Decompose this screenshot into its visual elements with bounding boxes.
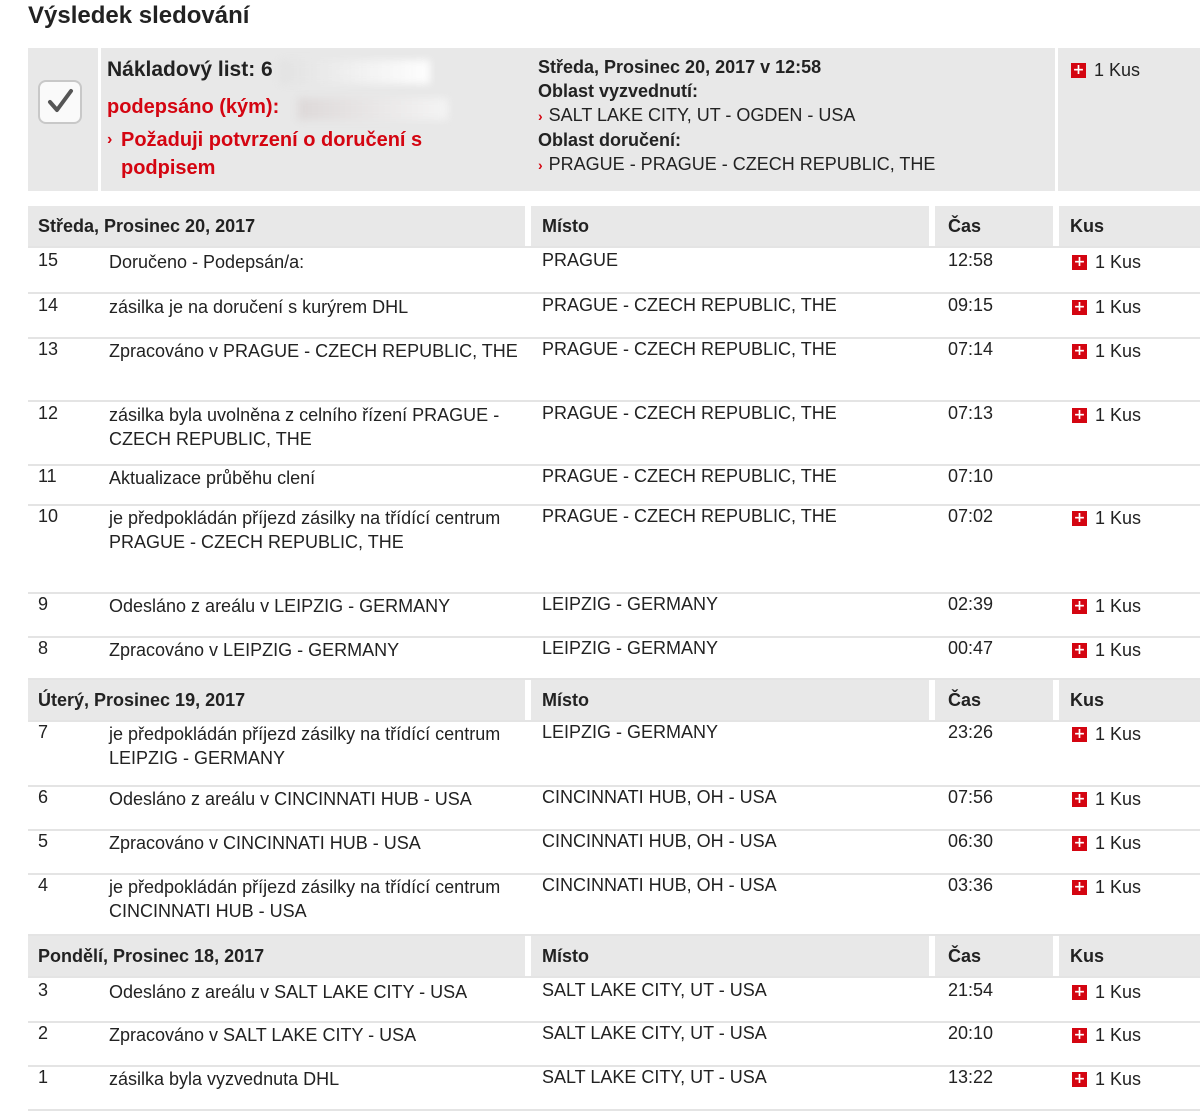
- event-number: 9: [38, 594, 49, 614]
- plus-icon[interactable]: +: [1073, 254, 1086, 270]
- column-pieces-header: Kus: [1059, 680, 1200, 720]
- event-location: CINCINNATI HUB, OH - USA: [542, 875, 777, 895]
- event-time: 07:13: [948, 403, 994, 423]
- plus-icon[interactable]: +: [1073, 726, 1086, 742]
- waybill-label: Nákladový list: 6: [107, 58, 273, 81]
- event-time: 00:47: [948, 638, 994, 658]
- plus-icon[interactable]: +: [1073, 343, 1086, 359]
- event-number: 3: [38, 980, 49, 1000]
- event-number: 11: [38, 466, 57, 486]
- event-description: Aktualizace průběhu clení: [109, 468, 316, 488]
- page-title: Výsledek sledování: [28, 2, 250, 29]
- pieces-count: 1 Kus: [1095, 724, 1142, 744]
- column-location-header: Místo: [531, 206, 929, 246]
- column-pieces-header: Kus: [1059, 936, 1200, 976]
- table-row: [28, 250, 1200, 294]
- event-description: Odesláno z areálu v CINCINNATI HUB - USA: [109, 789, 472, 809]
- event-description: je předpokládán příjezd zásilky na třídící centrum LEIPZIG - GERMANY: [109, 724, 501, 768]
- event-location: SALT LAKE CITY, UT - USA: [542, 1023, 767, 1043]
- group-date: Středa, Prosinec 20, 2017: [28, 206, 525, 246]
- event-location: CINCINNATI HUB, OH - USA: [542, 787, 777, 807]
- event-number: 7: [38, 722, 49, 742]
- event-time: 13:22: [948, 1067, 994, 1087]
- event-time: 09:15: [948, 295, 994, 315]
- event-description: Zpracováno v PRAGUE - CZECH REPUBLIC, THE: [109, 341, 518, 361]
- event-description: zásilka byla uvolněna z celního řízení PRAGUE - CZECH REPUBLIC, THE: [109, 405, 500, 449]
- event-time: 20:10: [948, 1023, 994, 1043]
- pieces-toggle[interactable]: [1071, 60, 1140, 81]
- shipment-date: Středa, Prosinec 20, 2017 v 12:58: [538, 57, 822, 77]
- group-date: Pondělí, Prosinec 18, 2017: [28, 936, 525, 976]
- event-number: 10: [38, 506, 59, 526]
- pieces-toggle[interactable]: [1072, 341, 1141, 362]
- plus-icon[interactable]: +: [1073, 984, 1086, 1000]
- column-location-header: Místo: [531, 936, 929, 976]
- event-location: LEIPZIG - GERMANY: [542, 638, 719, 658]
- chevron-right-icon: ›: [107, 131, 113, 148]
- request-signature-proof-link[interactable]: [107, 126, 467, 182]
- event-number: 1: [38, 1067, 49, 1087]
- origin-value: [538, 105, 855, 126]
- pieces-toggle[interactable]: [1072, 297, 1141, 318]
- date-group-header: [28, 936, 1200, 978]
- event-location: LEIPZIG - GERMANY: [542, 722, 719, 742]
- pieces-toggle[interactable]: [1072, 596, 1141, 617]
- event-time: 21:54: [948, 980, 994, 1000]
- event-number: 6: [38, 787, 49, 807]
- plus-icon[interactable]: +: [1073, 1071, 1086, 1087]
- plus-icon[interactable]: +: [1072, 62, 1085, 78]
- pieces-toggle[interactable]: [1072, 724, 1141, 745]
- pieces-count: 1 Kus: [1095, 405, 1142, 425]
- event-location: PRAGUE - CZECH REPUBLIC, THE: [542, 295, 837, 315]
- group-date: Úterý, Prosinec 19, 2017: [28, 680, 525, 720]
- event-description: je předpokládán příjezd zásilky na třídící centrum CINCINNATI HUB - USA: [109, 877, 501, 921]
- table-row: [28, 594, 1200, 638]
- event-description: Doručeno - Podepsán/a:: [109, 252, 305, 272]
- request-link-text: Požaduji potvrzení o doručení s podpisem: [121, 129, 423, 179]
- pieces-count: 1 Kus: [1095, 1069, 1142, 1089]
- destination-label: Oblast doručení:: [538, 130, 682, 150]
- plus-icon[interactable]: +: [1073, 510, 1086, 526]
- pieces-count: 1 Kus: [1094, 60, 1141, 80]
- date-group-header: [28, 680, 1200, 722]
- signed-by-label: podepsáno (kým):: [107, 96, 280, 118]
- event-location: PRAGUE - CZECH REPUBLIC, THE: [542, 403, 837, 423]
- table-row: [28, 403, 1200, 466]
- event-location: SALT LAKE CITY, UT - USA: [542, 1067, 767, 1087]
- origin-label: Oblast vyzvednutí:: [538, 81, 699, 101]
- pieces-toggle[interactable]: [1072, 982, 1141, 1003]
- destination-value: [538, 154, 935, 175]
- pieces-count: 1 Kus: [1095, 640, 1142, 660]
- event-time: 02:39: [948, 594, 994, 614]
- event-description: zásilka je na doručení s kurýrem DHL: [109, 297, 409, 317]
- event-number: 12: [38, 403, 59, 423]
- event-location: CINCINNATI HUB, OH - USA: [542, 831, 777, 851]
- event-description: zásilka byla vyzvednuta DHL: [109, 1069, 340, 1089]
- event-description: Odesláno z areálu v SALT LAKE CITY - USA: [109, 982, 468, 1002]
- event-location: SALT LAKE CITY, UT - USA: [542, 980, 767, 1000]
- table-row: [28, 980, 1200, 1023]
- pieces-count: 1 Kus: [1095, 596, 1142, 616]
- table-row: [28, 1023, 1200, 1067]
- column-pieces-header: Kus: [1059, 206, 1200, 246]
- table-row: [28, 787, 1200, 831]
- pieces-toggle[interactable]: [1072, 508, 1141, 529]
- plus-icon[interactable]: +: [1073, 791, 1086, 807]
- column-time-header: Čas: [935, 206, 1053, 246]
- redacted-waybill-number: [280, 60, 430, 84]
- redacted-signatory: [298, 98, 448, 120]
- event-time: 07:56: [948, 787, 994, 807]
- event-time: 23:26: [948, 722, 994, 742]
- plus-icon[interactable]: +: [1073, 835, 1086, 851]
- pieces-count: 1 Kus: [1095, 252, 1142, 272]
- summary-divider: [98, 48, 101, 191]
- plus-icon[interactable]: +: [1073, 598, 1086, 614]
- event-number: 15: [38, 250, 59, 270]
- column-time-header: Čas: [935, 680, 1053, 720]
- event-description: je předpokládán příjezd zásilky na třídící centrum PRAGUE - CZECH REPUBLIC, THE: [109, 508, 501, 552]
- table-row: [28, 831, 1200, 875]
- event-location: PRAGUE - CZECH REPUBLIC, THE: [542, 506, 837, 526]
- table-row: [28, 875, 1200, 936]
- check-icon: [38, 80, 82, 124]
- pieces-count: 1 Kus: [1095, 341, 1142, 361]
- event-description: Zpracováno v LEIPZIG - GERMANY: [109, 640, 400, 660]
- pieces-count: 1 Kus: [1095, 982, 1142, 1002]
- pieces-toggle[interactable]: [1072, 877, 1141, 898]
- pieces-toggle[interactable]: [1072, 405, 1141, 426]
- pieces-toggle[interactable]: [1072, 640, 1141, 661]
- event-description: Odesláno z areálu v LEIPZIG - GERMANY: [109, 596, 451, 616]
- destination-text: PRAGUE - PRAGUE - CZECH REPUBLIC, THE: [548, 154, 936, 174]
- event-number: 13: [38, 339, 59, 359]
- event-time: 07:10: [948, 466, 994, 486]
- column-time-header: Čas: [935, 936, 1053, 976]
- event-number: 4: [38, 875, 49, 895]
- event-number: 2: [38, 1023, 49, 1043]
- table-row: [28, 722, 1200, 787]
- event-time: 07:14: [948, 339, 994, 359]
- plus-icon[interactable]: +: [1073, 299, 1086, 315]
- plus-icon[interactable]: +: [1073, 642, 1086, 658]
- pieces-count: 1 Kus: [1095, 833, 1142, 853]
- event-description: Zpracováno v CINCINNATI HUB - USA: [109, 833, 421, 853]
- column-location-header: Místo: [531, 680, 929, 720]
- pieces-count: 1 Kus: [1095, 877, 1142, 897]
- pieces-count: 1 Kus: [1095, 508, 1142, 528]
- table-row: [28, 506, 1200, 594]
- pieces-toggle[interactable]: [1072, 789, 1141, 810]
- chevron-right-icon: ›: [538, 157, 543, 173]
- event-number: 8: [38, 638, 49, 658]
- summary-divider: [1055, 48, 1058, 191]
- event-location: PRAGUE - CZECH REPUBLIC, THE: [542, 466, 837, 486]
- table-row: [28, 339, 1200, 402]
- table-row: [28, 466, 1200, 506]
- pieces-toggle[interactable]: [1072, 1025, 1141, 1046]
- pieces-count: 1 Kus: [1095, 1025, 1142, 1045]
- pieces-count: 1 Kus: [1095, 789, 1142, 809]
- pieces-count: 1 Kus: [1095, 297, 1142, 317]
- pieces-toggle[interactable]: [1072, 833, 1141, 854]
- event-time: 12:58: [948, 250, 994, 270]
- event-description: Zpracováno v SALT LAKE CITY - USA: [109, 1025, 417, 1045]
- event-location: LEIPZIG - GERMANY: [542, 594, 719, 614]
- event-time: 06:30: [948, 831, 994, 851]
- table-row: [28, 1067, 1200, 1111]
- pieces-toggle[interactable]: [1072, 252, 1141, 273]
- shipment-summary: [28, 48, 1200, 191]
- event-number: 5: [38, 831, 49, 851]
- event-location: PRAGUE: [542, 250, 619, 270]
- event-location: PRAGUE - CZECH REPUBLIC, THE: [542, 339, 837, 359]
- date-group-header: [28, 206, 1200, 248]
- plus-icon[interactable]: +: [1073, 879, 1086, 895]
- plus-icon[interactable]: +: [1073, 1027, 1086, 1043]
- table-row: [28, 638, 1200, 680]
- event-time: 03:36: [948, 875, 994, 895]
- chevron-right-icon: ›: [538, 108, 543, 124]
- event-time: 07:02: [948, 506, 994, 526]
- plus-icon[interactable]: +: [1073, 407, 1086, 423]
- event-number: 14: [38, 295, 59, 315]
- origin-text: SALT LAKE CITY, UT - OGDEN - USA: [548, 105, 856, 125]
- table-row: [28, 295, 1200, 339]
- pieces-toggle[interactable]: [1072, 1069, 1141, 1090]
